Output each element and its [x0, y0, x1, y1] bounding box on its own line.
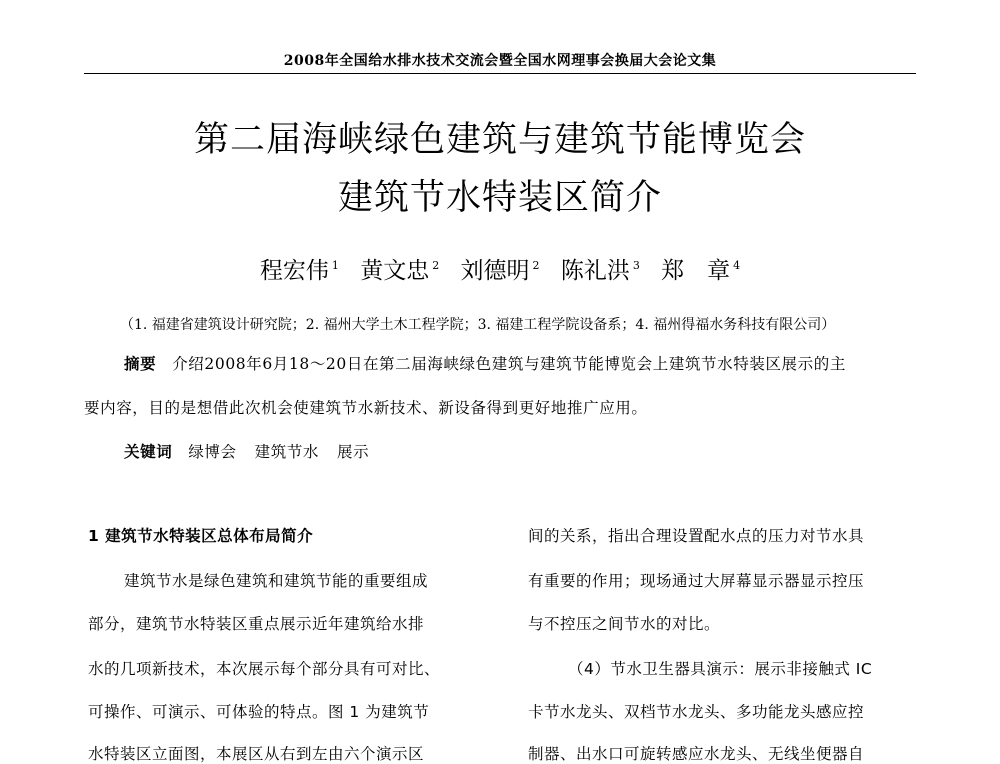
abstract-line-1: [124, 352, 846, 374]
affiliations: （1. 福建省建筑设计研究院；2. 福州大学土木工程学院；3. 福建工程学院设备系；4. 福州得福水务科技有限公司）: [120, 317, 836, 333]
author-name: 陈礼洪: [560, 258, 630, 284]
body-line: 建筑节水是绿色建筑和建筑节能的重要组成: [124, 572, 429, 590]
author-name: 刘德明: [460, 258, 530, 284]
body-line: （4）节水卫生器具演示：展示非接触式 IC: [568, 660, 873, 678]
author: [260, 258, 339, 284]
section-heading: 1 建筑节水特装区总体布局简介: [88, 527, 314, 545]
running-header: 2008年全国给水排水技术交流会暨全国水网理事会换届大会论文集: [283, 53, 717, 69]
body-line: 可操作、可演示、可体验的特点。图 1 为建筑节: [88, 703, 430, 721]
author-affil-no: 1: [331, 259, 339, 272]
author: [360, 258, 439, 284]
paper-title-line-1: 第二届海峡绿色建筑与建筑节能博览会: [193, 120, 806, 160]
body-line: 与不控压之间节水的对比。: [528, 615, 721, 633]
author-affil-no: 3: [632, 259, 640, 272]
body-line: 卡节水龙头、双档节水龙头、多功能龙头感应控: [528, 703, 865, 721]
keyword-item: 绿博会: [188, 443, 237, 461]
author-name: 郑 章: [661, 258, 731, 284]
author-affil-no: 2: [432, 259, 440, 272]
author-list: [0, 252, 1000, 285]
paper-title-line-2: 建筑节水特装区简介: [337, 178, 662, 218]
body-line: 水特装区立面图，本展区从右到左由六个演示区: [88, 745, 425, 763]
body-line: 部分，建筑节水特装区重点展示近年建筑给水排: [88, 615, 425, 633]
body-line: 水的几项新技术，本次展示每个部分具有可对比、: [88, 660, 441, 678]
keyword-item: 建筑节水: [254, 443, 320, 461]
keyword-item: 展示: [337, 443, 370, 461]
abstract-label: 摘要: [124, 354, 157, 373]
body-line: 间的关系，指出合理设置配水点的压力对节水具: [528, 527, 865, 545]
author: [461, 258, 540, 284]
author: [561, 258, 640, 284]
author: [661, 258, 740, 284]
author-affil-no: 2: [532, 259, 540, 272]
author-affil-no: 4: [733, 259, 741, 272]
header-rule: [84, 73, 916, 74]
author-name: 程宏伟: [259, 258, 329, 284]
abstract-line-2: 要内容，目的是想借此次机会使建筑节水新技术、新设备得到更好地推广应用。: [84, 399, 648, 417]
keywords: [124, 440, 387, 462]
author-name: 黄文忠: [360, 258, 430, 284]
abstract-text-1: 介绍2008年6月18～20日在第二届海峡绿色建筑与建筑节能博览会上建筑节水特装区展示的主: [172, 355, 846, 373]
body-line: 有重要的作用；现场通过大屏幕显示器显示控压: [528, 572, 865, 590]
body-line: 制器、出水口可旋转感应水龙头、无线坐便器自: [528, 745, 865, 763]
keywords-label: 关键词: [124, 442, 173, 461]
